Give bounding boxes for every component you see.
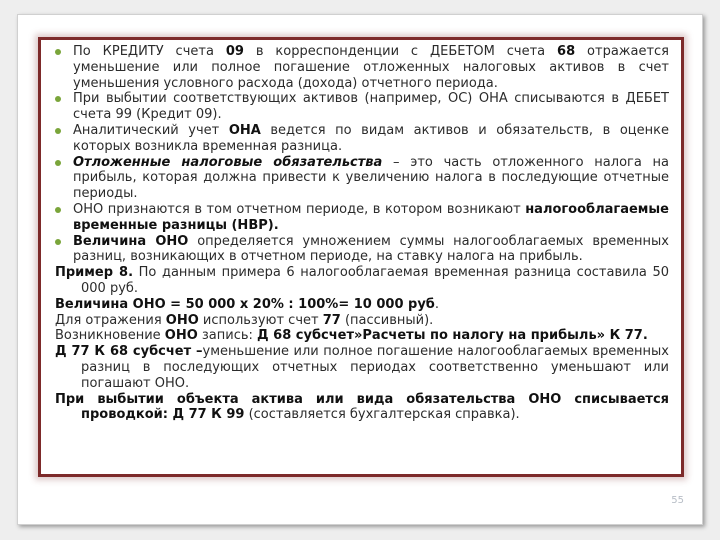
text-run: определяется умножением суммы налогооблагаемых временных разниц, возникающих в отчетном периоде, на ставку налога на прибыль. — [73, 233, 669, 265]
text-run: При выбытии соответствующих активов (например, ОС) ОНА списываются в ДЕБЕТ счета 99 (Кредит 09). — [73, 91, 669, 123]
text-run: используют счет — [198, 312, 323, 328]
bullet-paragraph — [55, 202, 669, 234]
text-run: Аналитический учет — [73, 122, 229, 138]
bullet-paragraph — [55, 91, 669, 123]
text-paragraph — [55, 344, 669, 391]
text-paragraph — [55, 392, 669, 424]
bold-text-run: ОНО — [165, 312, 199, 328]
text-run: в корреспонденции с ДЕБЕТОМ счета — [243, 44, 558, 59]
text-paragraph — [55, 297, 669, 313]
text-run: Возникновение — [55, 328, 165, 344]
text-paragraph — [55, 313, 669, 329]
bullet-paragraph — [55, 155, 669, 202]
bold-text-run: Величина ОНО — [73, 233, 189, 249]
bullet-paragraph — [55, 44, 669, 91]
bold-text-run: 68 — [557, 44, 576, 59]
bold-text-run: 77 — [322, 312, 341, 328]
bold-text-run: Пример 8. — [55, 265, 134, 281]
text-run: Для отражения — [55, 312, 166, 328]
bold-text-run: ОНА — [228, 122, 261, 138]
text-run: (пассивный). — [340, 312, 434, 328]
slide — [17, 14, 703, 525]
content-textbox — [38, 37, 684, 477]
text-run: отражается уменьшение или полное погашение отложенных налоговых активов в счет уменьшения условного расхода (дохода) отчетного периода. — [73, 44, 670, 91]
bold-text-run: Величина ОНО = 50 000 х 20% : 100%= 10 000 руб — [55, 296, 435, 312]
text-run: (составляется бухгалтерская справка). — [244, 407, 520, 423]
bold-text-run: 09 — [225, 44, 244, 59]
bullet-paragraph — [55, 234, 669, 266]
text-run: По данным примера 6 налогооблагаемая временная разница составила 50 000 руб. — [81, 265, 669, 296]
bold-text-run: ОНО — [164, 328, 198, 344]
bold-text-run: Д 77 К 68 субсчет – — [55, 344, 203, 360]
text-run: ОНО признаются в том отчетном периоде, в котором возникают — [73, 201, 526, 217]
bold-text-run: налогооблагаемые временные разницы (НВР). — [73, 201, 669, 233]
page-number: 55 — [671, 495, 684, 506]
text-paragraph — [55, 328, 669, 344]
text-run: ведется по видам активов и обязательств, в оценке которых возникла временная разница. — [73, 122, 669, 154]
text-run: уменьшение или полное погашение налогооблагаемых временных разниц в последующих отчетных периодах соответственно уменьшают или погашают ОНО. — [81, 344, 669, 391]
text-run: – это часть отложенного налога на прибыль, которая должна привести к увеличению налога в последующие отчетные периоды. — [73, 154, 669, 202]
text-run: . — [434, 296, 440, 312]
bullet-paragraph — [55, 123, 669, 155]
bold-text-run: Отложенные налоговые обязательства — [73, 154, 383, 170]
text-run: По КРЕДИТУ счета — [73, 44, 226, 59]
text-run: запись: — [197, 328, 258, 344]
bold-text-run: Д 68 субсчет»Расчеты по налогу на прибыль» К 77. — [257, 328, 648, 344]
bold-text-run: При выбытии объекта актива или вида обязательства ОНО списывается проводкой: Д 77 К 99 — [55, 391, 669, 423]
text-paragraph — [55, 265, 669, 297]
